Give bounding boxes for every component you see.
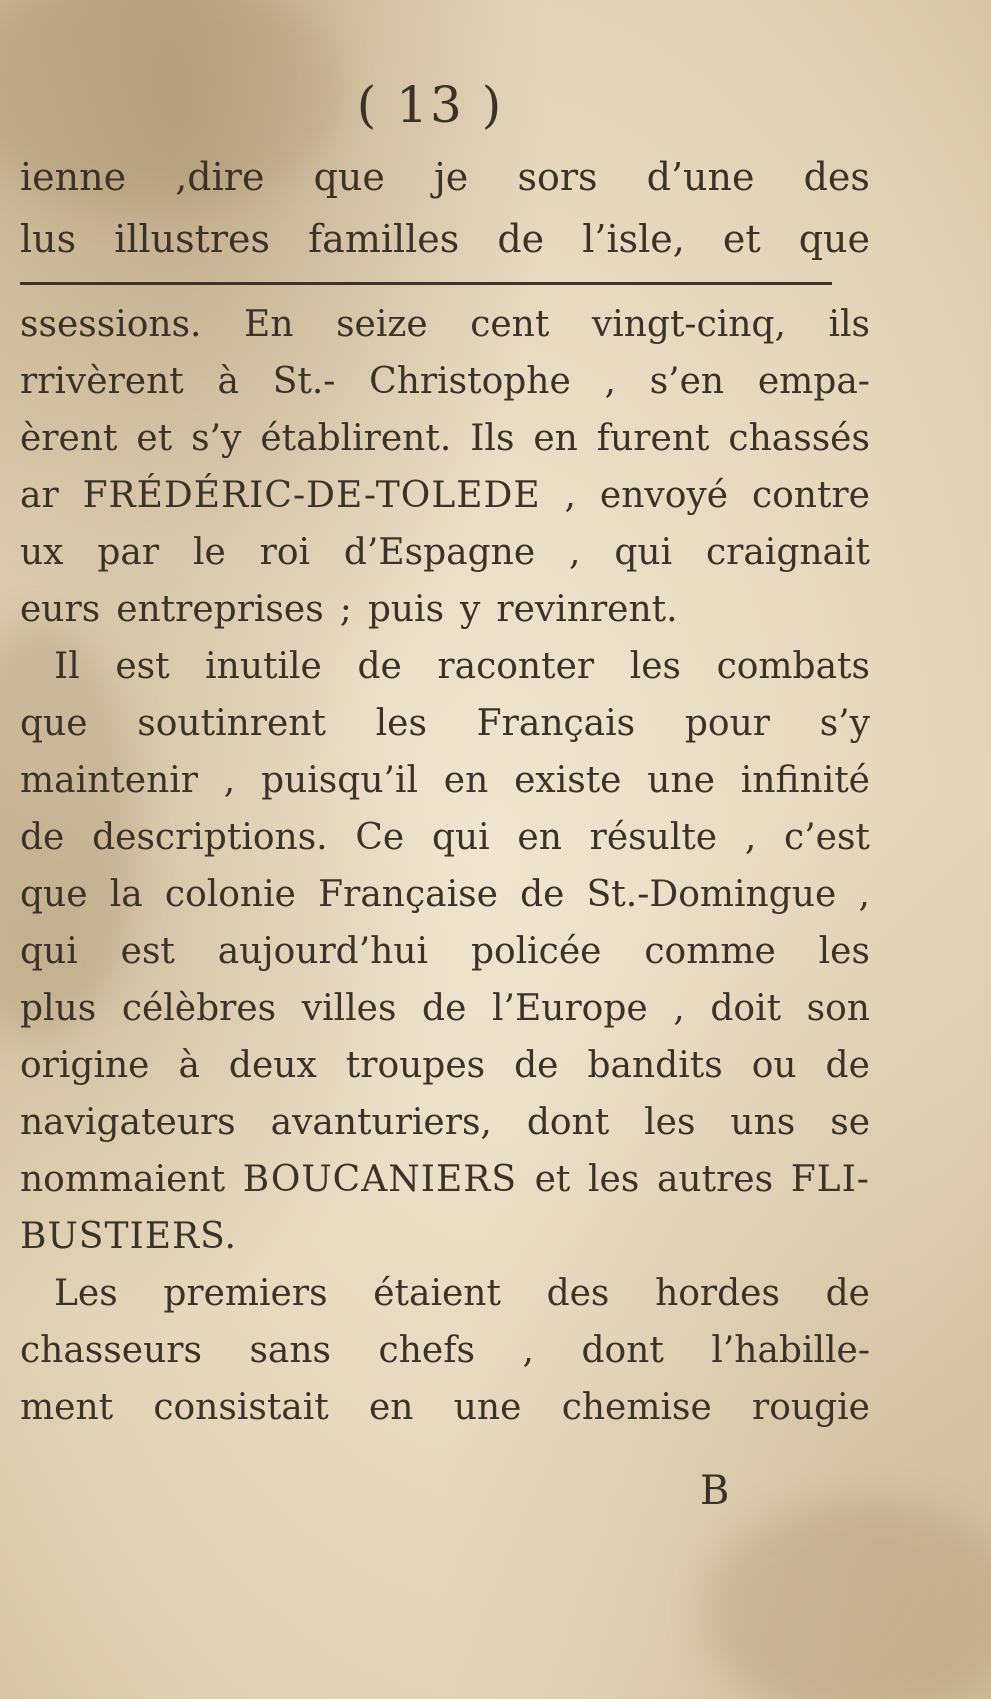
word: de	[357, 646, 402, 687]
word: pour	[684, 703, 770, 744]
text-line	[20, 638, 870, 695]
word: ment	[20, 1387, 114, 1428]
word: aujourd’hui	[217, 931, 429, 972]
text-line	[20, 923, 870, 980]
word: par	[97, 532, 160, 573]
word: Ils	[470, 418, 515, 459]
word: rougie	[752, 1387, 870, 1428]
word: bandits	[587, 1045, 723, 1086]
word: c’est	[784, 817, 870, 858]
word: chasseurs	[20, 1330, 202, 1371]
word: en	[369, 1387, 414, 1428]
word: de	[20, 817, 65, 858]
word: dont	[526, 1102, 610, 1143]
word: Les	[54, 1273, 118, 1314]
word: y	[460, 589, 481, 630]
word: Christophe	[369, 361, 571, 402]
word: infinité	[740, 760, 870, 801]
text-line	[20, 1208, 870, 1265]
word: de	[520, 874, 565, 915]
word: ils	[828, 304, 870, 345]
text-line	[20, 1037, 870, 1094]
word: villes	[301, 988, 397, 1029]
word: étaient	[373, 1273, 501, 1314]
word: Français	[476, 703, 636, 744]
signature-mark: B	[700, 1468, 730, 1514]
word: empa-	[757, 361, 870, 402]
word: des	[803, 155, 870, 199]
word: et	[722, 217, 761, 261]
word: de	[422, 988, 467, 1029]
text-line	[20, 752, 870, 809]
word: résulte	[589, 817, 718, 858]
word: chefs	[378, 1330, 475, 1371]
word: ,	[223, 760, 236, 801]
word: ar	[20, 475, 59, 516]
word: qui	[20, 931, 78, 972]
word: sors	[517, 155, 598, 199]
word: FLI-	[790, 1159, 870, 1200]
word: contre	[751, 475, 870, 516]
word: envoyé	[599, 475, 729, 516]
word: ;	[339, 589, 352, 630]
word: premiers	[163, 1273, 328, 1314]
word: son	[806, 988, 870, 1029]
word: de	[497, 217, 545, 261]
word: l’Europe	[492, 988, 648, 1029]
text-line	[20, 296, 870, 353]
word: lus	[20, 217, 77, 261]
word: d’une	[646, 155, 755, 199]
word: qui	[431, 817, 490, 858]
word: soutinrent	[137, 703, 326, 744]
word: BOUCANIERS	[242, 1159, 517, 1200]
word: la	[109, 874, 143, 915]
word: puis	[367, 589, 445, 630]
word: chemise	[561, 1387, 712, 1428]
word: ,	[673, 988, 685, 1029]
word: les	[629, 646, 681, 687]
word: s’y	[191, 418, 242, 459]
text-line	[20, 1265, 870, 1322]
word: ,	[744, 817, 757, 858]
word: entreprises	[116, 589, 324, 630]
word: dont	[581, 1330, 664, 1371]
word: eurs	[20, 589, 101, 630]
word: ,dire	[175, 155, 265, 199]
word: se	[830, 1102, 870, 1143]
word: maintenir	[20, 760, 198, 801]
word: les	[588, 1159, 640, 1200]
word: je	[434, 155, 469, 199]
word: descriptions.	[92, 817, 328, 858]
word: de	[825, 1273, 870, 1314]
word: navigateurs	[20, 1102, 236, 1143]
text-line	[20, 866, 870, 923]
word: qui	[614, 532, 673, 573]
word: roi	[259, 532, 311, 573]
word: à	[178, 1045, 200, 1086]
word: ,	[522, 1330, 534, 1371]
horizontal-rule	[20, 282, 832, 285]
text-line	[20, 695, 870, 752]
word: hordes	[655, 1273, 780, 1314]
word: les	[644, 1102, 696, 1143]
text-line	[20, 980, 870, 1037]
word: est	[115, 646, 170, 687]
text-line	[20, 1322, 870, 1379]
word: Ce	[355, 817, 405, 858]
word: une	[453, 1387, 522, 1428]
word: à	[217, 361, 239, 402]
word: colonie	[164, 874, 296, 915]
word: consistait	[153, 1387, 329, 1428]
word: de	[514, 1045, 559, 1086]
word: que	[798, 217, 870, 261]
word: autres	[656, 1159, 774, 1200]
word: rrivèrent	[20, 361, 184, 402]
word: illustres	[114, 217, 271, 261]
word: que	[20, 703, 88, 744]
word: sans	[249, 1330, 332, 1371]
word: inutile	[205, 646, 322, 687]
text-line	[20, 410, 870, 467]
word: craignait	[705, 532, 870, 573]
word: deux	[228, 1045, 317, 1086]
word: d’Espagne	[343, 532, 536, 573]
word: en	[533, 418, 578, 459]
word: le	[192, 532, 226, 573]
word: policée	[470, 931, 602, 972]
word: Il	[54, 646, 80, 687]
word: uns	[730, 1102, 796, 1143]
word: raconter	[437, 646, 595, 687]
word: nommaient	[20, 1159, 226, 1200]
text-line	[20, 809, 870, 866]
word: et	[136, 418, 173, 459]
word: de	[825, 1045, 870, 1086]
word: cent	[470, 304, 550, 345]
word: ienne	[20, 155, 127, 199]
word: doit	[710, 988, 782, 1029]
word: une	[647, 760, 715, 801]
word: comme	[644, 931, 776, 972]
word: ux	[20, 532, 64, 573]
word: est	[120, 931, 175, 972]
previous-text-block	[20, 146, 870, 270]
word: familles	[308, 217, 460, 261]
text-line	[20, 353, 870, 410]
word: établirent.	[260, 418, 452, 459]
word: s’y	[819, 703, 870, 744]
word: ,	[569, 532, 581, 573]
text-line	[20, 208, 870, 270]
main-text-block	[20, 296, 870, 1436]
word: ssessions.	[20, 304, 202, 345]
text-line	[20, 1151, 870, 1208]
word: ,	[858, 874, 870, 915]
word: revinrent.	[496, 589, 678, 630]
word: troupes	[345, 1045, 486, 1086]
word: plus	[20, 988, 97, 1029]
word: célèbres	[121, 988, 277, 1029]
word: les	[375, 703, 427, 744]
word: avanturiers,	[270, 1102, 492, 1143]
word: FRÉDÉRIC-DE-TOLEDE	[82, 475, 541, 516]
word: que	[20, 874, 88, 915]
word: furent	[596, 418, 710, 459]
text-line	[20, 581, 870, 638]
word: chassés	[728, 418, 870, 459]
word: èrent	[20, 418, 118, 459]
word: vingt-cinq,	[591, 304, 786, 345]
page-number: ( 13 )	[356, 76, 504, 134]
word: s’en	[649, 361, 725, 402]
word: puisqu’il	[261, 760, 418, 801]
word: et	[534, 1159, 571, 1200]
word: Française	[318, 874, 498, 915]
word: ou	[751, 1045, 797, 1086]
word: origine	[20, 1045, 150, 1086]
word: BUSTIERS.	[20, 1216, 237, 1257]
word: que	[313, 155, 385, 199]
word: en	[443, 760, 489, 801]
word: l’isle,	[582, 217, 685, 261]
word: En	[244, 304, 294, 345]
word: St.-Domingue	[586, 874, 837, 915]
word: les	[818, 931, 870, 972]
word: combats	[716, 646, 870, 687]
word: ,	[564, 475, 576, 516]
text-line	[20, 1379, 870, 1436]
paper-stain	[700, 1500, 991, 1699]
word: St.-	[272, 361, 336, 402]
text-line	[20, 1094, 870, 1151]
word: seize	[336, 304, 428, 345]
text-line	[20, 467, 870, 524]
word: ,	[604, 361, 616, 402]
word: l’habille-	[711, 1330, 870, 1371]
word: des	[546, 1273, 610, 1314]
word: existe	[514, 760, 622, 801]
word: en	[517, 817, 562, 858]
text-line	[20, 146, 870, 208]
text-line	[20, 524, 870, 581]
